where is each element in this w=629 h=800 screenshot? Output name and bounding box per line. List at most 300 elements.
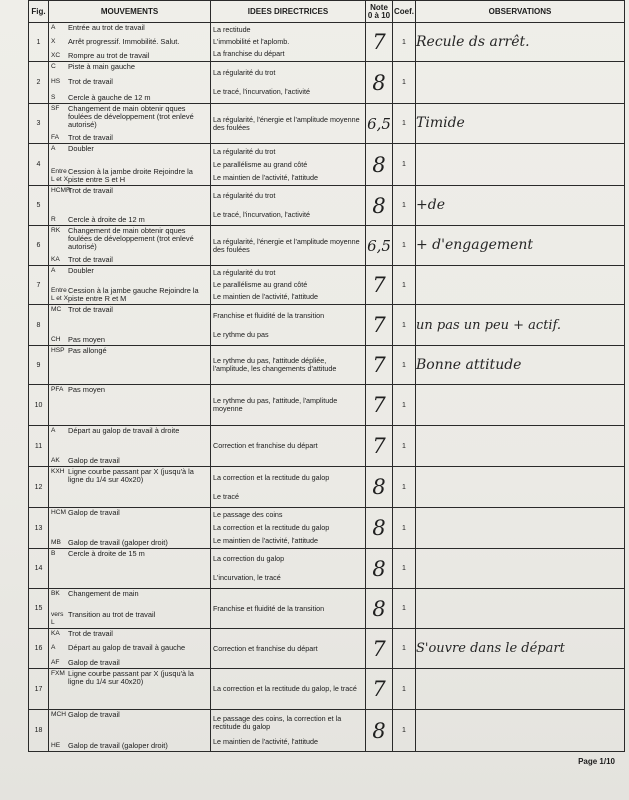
directive-idea: La rectitude: [213, 25, 251, 34]
observation-note: [416, 62, 625, 104]
header-note-scale: 0 à 10: [367, 10, 391, 20]
observation-note: [416, 426, 625, 467]
score-note: 8: [366, 589, 393, 629]
directive-ideas-cell: [211, 508, 366, 549]
directive-ideas-list: [211, 186, 365, 225]
movement-text: Galop de travail (galoper droit): [68, 740, 168, 750]
directive-ideas-list: [211, 385, 365, 425]
figure-number: 16: [29, 629, 49, 669]
score-note: 8: [366, 144, 393, 186]
header-note-label: Note: [370, 2, 388, 12]
movement-line: [49, 427, 210, 435]
coefficient: 1: [393, 23, 416, 62]
score-note: 8: [366, 508, 393, 549]
directive-idea: Franchise et fluidité de la transition: [213, 603, 325, 613]
table-row: [29, 144, 625, 186]
header-note: [366, 1, 393, 23]
table-row: [29, 305, 625, 346]
directive-idea: Correction et franchise du départ: [213, 441, 318, 450]
movement-text: Piste à main gauche: [68, 62, 135, 71]
directive-ideas-list: [211, 669, 365, 709]
directive-ideas-cell: [211, 426, 366, 467]
directive-idea: Franchise et fluidité de la transition: [213, 310, 325, 320]
coefficient: 1: [393, 62, 416, 104]
directive-ideas-cell: [211, 62, 366, 104]
table-body: [29, 23, 625, 752]
directive-ideas-cell: [211, 226, 366, 266]
movements-list: [49, 710, 210, 751]
arena-letter: A: [51, 644, 56, 652]
movement-line: [49, 52, 210, 60]
movements-list: [49, 104, 210, 143]
movements-cell: [49, 629, 211, 669]
figure-number: 12: [29, 467, 49, 508]
table-row: [29, 62, 625, 104]
directive-idea: Le rythme du pas, l'attitude dépliée, l'amplitude, les changements d'attitude: [213, 356, 337, 373]
directive-idea: Le parallélisme au grand côté: [213, 280, 308, 289]
movement-text: Pas moyen: [68, 385, 105, 394]
arena-letter: Entre L et X: [51, 167, 68, 183]
arena-letter: AF: [51, 658, 60, 666]
directive-ideas-cell: [211, 305, 366, 346]
score-note: 8: [366, 467, 393, 508]
observation-note: un pas un peu + actif.: [416, 305, 625, 346]
movement-text: Changement de main: [68, 589, 139, 598]
figure-number: 13: [29, 508, 49, 549]
movements-cell: [49, 186, 211, 226]
movement-text: Trot de travail: [68, 629, 113, 638]
score-note: 8: [366, 62, 393, 104]
coefficient: 1: [393, 710, 416, 752]
movement-text: Départ au galop de travail à gauche: [68, 643, 186, 653]
movements-list: [49, 467, 210, 507]
header-observations: OBSERVATIONS: [416, 1, 625, 23]
movements-cell: [49, 426, 211, 467]
movement-text: Doubler: [68, 144, 94, 153]
movement-text: Doubler: [68, 266, 94, 275]
arena-letter: A: [51, 145, 56, 152]
header-row: [29, 1, 625, 23]
score-note: 7: [366, 305, 393, 346]
coefficient: 1: [393, 589, 416, 629]
figure-number: 5: [29, 186, 49, 226]
movement-line: [49, 168, 210, 184]
directive-idea: Le tracé: [213, 491, 239, 501]
movement-line: [49, 287, 210, 303]
directive-idea: Correction et franchise du départ: [213, 643, 318, 653]
table-row: [29, 426, 625, 467]
observation-note: Timide: [416, 104, 625, 144]
table-row: [29, 266, 625, 305]
coefficient: 1: [393, 305, 416, 346]
directive-idea: La franchise du départ: [213, 49, 285, 58]
directive-idea: Le tracé, l'incurvation, l'activité: [213, 87, 311, 97]
movements-list: [49, 305, 210, 345]
score-note: 7: [366, 23, 393, 62]
directive-ideas-list: [211, 266, 365, 304]
movement-line: [49, 24, 210, 32]
directive-ideas-cell: [211, 669, 366, 710]
figure-number: 11: [29, 426, 49, 467]
coefficient: 1: [393, 549, 416, 589]
arena-letter: AK: [51, 456, 60, 464]
directive-ideas-list: [211, 144, 365, 185]
arena-letter: A: [51, 427, 56, 434]
arena-letter: MC: [51, 306, 62, 313]
table-row: [29, 589, 625, 629]
movement-line: [49, 38, 210, 46]
movement-text: Cession à la jambe gauche Rejoindre la piste entre R et M: [68, 285, 199, 303]
observation-note: Bonne attitude: [416, 346, 625, 385]
directive-ideas-list: [211, 62, 365, 103]
directive-ideas-list: [211, 710, 365, 751]
movement-line: [49, 711, 210, 719]
score-note: 7: [366, 629, 393, 669]
directive-ideas-list: [211, 305, 365, 345]
movement-text: Changement de main obtenir qques foulées de développement (trot enlevé autorisé): [68, 226, 194, 252]
arena-letter: HCMR: [51, 187, 71, 194]
directive-idea: La correction et la rectitude du galop: [213, 472, 330, 482]
arena-letter: KA: [51, 255, 60, 263]
movements-cell: [49, 226, 211, 266]
movement-text: Pas moyen: [68, 334, 105, 344]
score-note: 8: [366, 710, 393, 752]
coefficient: 1: [393, 629, 416, 669]
score-note: 7: [366, 426, 393, 467]
movement-line: [49, 306, 210, 314]
figure-number: 18: [29, 710, 49, 752]
arena-letter: X: [51, 37, 56, 45]
arena-letter: C: [51, 63, 56, 70]
directive-ideas-list: [211, 589, 365, 628]
table-row: [29, 467, 625, 508]
movement-text: Transition au trot de travail: [68, 609, 156, 619]
figure-number: 6: [29, 226, 49, 266]
score-table: [28, 0, 625, 752]
movement-text: Départ au galop de travail à droite: [68, 426, 180, 435]
directive-ideas-cell: [211, 186, 366, 226]
table-row: [29, 226, 625, 266]
movement-line: [49, 644, 210, 652]
coefficient: 1: [393, 104, 416, 144]
directive-idea: La régularité du trot: [213, 67, 276, 77]
movement-line: [49, 187, 210, 195]
directive-ideas-cell: [211, 710, 366, 752]
directive-ideas-cell: [211, 589, 366, 629]
movements-list: [49, 629, 210, 668]
coefficient: 1: [393, 508, 416, 549]
movement-line: [49, 457, 210, 465]
movement-line: [49, 134, 210, 142]
movement-text: Trot de travail: [68, 254, 113, 264]
observation-note: Recule ds arrêt.: [416, 23, 625, 62]
table-row: [29, 385, 625, 426]
movements-list: [49, 669, 210, 709]
movement-text: Arrêt progressif. Immobilité. Salut.: [68, 36, 180, 46]
observation-note: [416, 144, 625, 186]
figure-number: 1: [29, 23, 49, 62]
movements-list: [49, 226, 210, 265]
observation-note: S'ouvre dans le départ: [416, 629, 625, 669]
movements-cell: [49, 467, 211, 508]
movement-line: [49, 145, 210, 153]
directive-ideas-cell: [211, 104, 366, 144]
movements-cell: [49, 385, 211, 426]
movements-list: [49, 186, 210, 225]
observation-note: [416, 710, 625, 752]
figure-number: 8: [29, 305, 49, 346]
arena-letter: MB: [51, 538, 61, 546]
movement-line: [49, 63, 210, 71]
arena-letter: FA: [51, 133, 60, 141]
directive-idea: Le parallélisme au grand côté: [213, 159, 308, 169]
coefficient: 1: [393, 385, 416, 426]
movements-cell: [49, 549, 211, 589]
movement-text: Cession à la jambe droite Rejoindre la piste entre S et H: [68, 166, 193, 184]
figure-number: 17: [29, 669, 49, 710]
arena-letter: vers L: [51, 610, 64, 626]
movements-cell: [49, 62, 211, 104]
header-coef: Coef.: [393, 1, 416, 23]
arena-letter: HCM: [51, 509, 67, 516]
movement-line: [49, 590, 210, 598]
arena-letter: KA: [51, 630, 60, 637]
directive-idea: La correction et la rectitude du galop, le tracé: [213, 684, 357, 693]
directive-idea: Le passage des coins: [213, 510, 283, 520]
directive-idea: La régularité, l'énergie et l'amplitude moyenne des foulées: [213, 236, 360, 254]
coefficient: 1: [393, 426, 416, 467]
movement-line: [49, 78, 210, 86]
movement-text: Entrée au trot de travail: [68, 23, 145, 32]
movement-text: Ligne courbe passant par X (jusqu'à la ligne du 1/4 sur 40x20): [68, 669, 194, 687]
table-row: [29, 186, 625, 226]
directive-ideas-cell: [211, 266, 366, 305]
directive-ideas-cell: [211, 549, 366, 589]
movement-text: Galop de travail: [68, 657, 120, 667]
header-fig: Fig.: [29, 1, 49, 23]
directive-idea: La correction du galop: [213, 554, 285, 564]
directive-ideas-list: [211, 346, 365, 384]
movement-text: Trot de travail: [68, 77, 113, 87]
movements-cell: [49, 305, 211, 346]
movements-cell: [49, 144, 211, 186]
score-note: 7: [366, 385, 393, 426]
arena-letter: S: [51, 93, 56, 101]
movement-text: Galop de travail: [68, 508, 120, 517]
movements-list: [49, 426, 210, 466]
directive-ideas-list: [211, 549, 365, 588]
directive-idea: Le rythme du pas: [213, 329, 269, 339]
figure-number: 10: [29, 385, 49, 426]
arena-letter: KXH: [51, 468, 65, 475]
observation-note: + d'engagement: [416, 226, 625, 266]
arena-letter: A: [51, 24, 56, 31]
header-mouvements: MOUVEMENTS: [49, 1, 211, 23]
arena-letter: R: [51, 215, 56, 223]
movement-line: [49, 539, 210, 547]
movements-list: [49, 144, 210, 185]
movement-line: [49, 216, 210, 224]
table-row: [29, 104, 625, 144]
movement-line: [49, 630, 210, 638]
observation-note: [416, 266, 625, 305]
movement-line: [49, 742, 210, 750]
movement-line: [49, 227, 210, 252]
arena-letter: FXM: [51, 670, 65, 677]
movements-cell: [49, 710, 211, 752]
score-note: 7: [366, 669, 393, 710]
movement-line: [49, 267, 210, 275]
directive-ideas-cell: [211, 629, 366, 669]
arena-letter: XC: [51, 51, 61, 59]
directive-idea: L'immobilité et l'aplomb.: [213, 37, 290, 46]
movement-line: [49, 386, 210, 394]
arena-letter: SF: [51, 105, 60, 112]
movement-text: Trot de travail: [68, 305, 113, 314]
directive-idea: Le tracé, l'incurvation, l'activité: [213, 209, 311, 219]
score-note: 8: [366, 186, 393, 226]
directive-ideas-list: [211, 467, 365, 507]
movement-line: [49, 336, 210, 344]
directive-ideas-list: [211, 226, 365, 265]
movements-list: [49, 23, 210, 61]
table-row: [29, 549, 625, 589]
movements-list: [49, 549, 210, 588]
arena-letter: HS: [51, 78, 61, 86]
movements-list: [49, 508, 210, 548]
observation-note: [416, 385, 625, 426]
observation-note: [416, 589, 625, 629]
figure-number: 7: [29, 266, 49, 305]
movement-text: Cercle à gauche de 12 m: [68, 92, 151, 102]
figure-number: 14: [29, 549, 49, 589]
directive-idea: Le maintien de l'activité, l'attitude: [213, 172, 319, 182]
movement-line: [49, 550, 210, 558]
figure-number: 4: [29, 144, 49, 186]
movement-text: Changement de main obtenir qques foulées de développement (trot enlevé autorisé): [68, 104, 194, 130]
movement-line: [49, 347, 210, 355]
directive-idea: La régularité du trot: [213, 146, 276, 156]
table-row: [29, 23, 625, 62]
arena-letter: B: [51, 550, 56, 557]
table-row: [29, 346, 625, 385]
figure-number: 2: [29, 62, 49, 104]
movement-text: Ligne courbe passant par X (jusqu'à la ligne du 1/4 sur 40x20): [68, 467, 194, 485]
coefficient: 1: [393, 669, 416, 710]
movement-line: [49, 659, 210, 667]
table-row: [29, 508, 625, 549]
arena-letter: A: [51, 267, 56, 274]
movement-text: Galop de travail: [68, 455, 120, 465]
directive-idea: Le maintien de l'activité, l'attitude: [213, 535, 319, 545]
table-row: [29, 710, 625, 752]
directive-idea: Le passage des coins, la correction et la rectitude du galop: [213, 713, 342, 731]
movement-line: [49, 256, 210, 264]
coefficient: 1: [393, 186, 416, 226]
movements-cell: [49, 104, 211, 144]
directive-ideas-list: [211, 508, 365, 548]
movement-text: Galop de travail (galoper droit): [68, 537, 168, 547]
directive-idea: La régularité du trot: [213, 191, 276, 201]
movement-text: Trot de travail: [68, 132, 113, 142]
directive-ideas-cell: [211, 144, 366, 186]
score-note: 7: [366, 346, 393, 385]
movement-text: Pas allongé: [68, 346, 107, 355]
directive-ideas-list: [211, 104, 365, 143]
coefficient: 1: [393, 467, 416, 508]
coefficient: 1: [393, 266, 416, 305]
directive-idea: Le rythme du pas, l'attitude, l'amplitude moyenne: [213, 396, 338, 413]
movement-text: Cercle à droite de 12 m: [68, 214, 145, 224]
arena-letter: CH: [51, 335, 61, 343]
observation-note: [416, 669, 625, 710]
arena-letter: Entre L et X: [51, 286, 68, 302]
observation-note: [416, 467, 625, 508]
directive-idea: Le maintien de l'activité, l'attitude: [213, 292, 319, 301]
coefficient: 1: [393, 346, 416, 385]
observation-note: [416, 549, 625, 589]
directive-idea: La régularité du trot: [213, 268, 276, 277]
movements-list: [49, 266, 210, 304]
coefficient: 1: [393, 144, 416, 186]
directive-ideas-list: [211, 426, 365, 466]
directive-ideas-cell: [211, 23, 366, 62]
movements-cell: [49, 508, 211, 549]
movements-cell: [49, 589, 211, 629]
arena-letter: HE: [51, 741, 61, 749]
movements-cell: [49, 346, 211, 385]
arena-letter: PFA: [51, 386, 64, 393]
movement-line: [49, 611, 210, 627]
movement-text: Galop de travail: [68, 710, 120, 719]
movement-line: [49, 509, 210, 517]
directive-ideas-cell: [211, 346, 366, 385]
observation-note: +de: [416, 186, 625, 226]
movements-cell: [49, 266, 211, 305]
movements-list: [49, 62, 210, 103]
movements-list: [49, 589, 210, 628]
table-row: [29, 669, 625, 710]
movement-text: Rompre au trot de travail: [68, 50, 150, 60]
directive-idea: Le maintien de l'activité, l'attitude: [213, 737, 319, 747]
directive-ideas-list: [211, 629, 365, 668]
score-note: 8: [366, 549, 393, 589]
movement-line: [49, 94, 210, 102]
figure-number: 9: [29, 346, 49, 385]
directive-ideas-cell: [211, 467, 366, 508]
score-note: 7: [366, 266, 393, 305]
movement-line: [49, 468, 210, 484]
movement-text: Cercle à droite de 15 m: [68, 549, 145, 558]
figure-number: 3: [29, 104, 49, 144]
score-note: 6,5: [366, 104, 393, 144]
movements-cell: [49, 669, 211, 710]
directive-idea: La régularité, l'énergie et l'amplitude moyenne des foulées: [213, 114, 360, 132]
figure-number: 15: [29, 589, 49, 629]
coefficient: 1: [393, 226, 416, 266]
movement-line: [49, 670, 210, 686]
movement-text: Trot de travail: [68, 186, 113, 195]
movements-list: [49, 385, 210, 425]
arena-letter: BK: [51, 590, 60, 597]
directive-idea: La correction et la rectitude du galop: [213, 522, 330, 532]
arena-letter: MCH: [51, 711, 67, 718]
directive-ideas-list: [211, 23, 365, 61]
arena-letter: RK: [51, 227, 61, 234]
movements-cell: [49, 23, 211, 62]
movement-line: [49, 105, 210, 130]
score-note: 6,5: [366, 226, 393, 266]
